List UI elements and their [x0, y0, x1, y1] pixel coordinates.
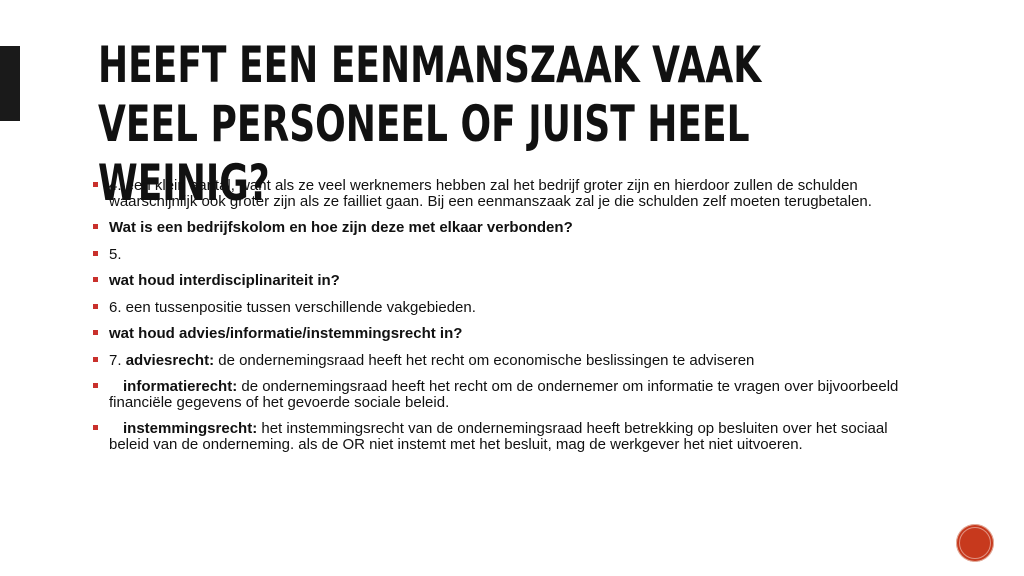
bullet-marker	[93, 182, 98, 187]
bullet-marker	[93, 304, 98, 309]
bullet-list	[109, 178, 919, 452]
bullet-item	[109, 379, 919, 410]
bullet-marker	[93, 383, 98, 388]
bullet-text: de ondernemingsraad heeft het recht om economische beslissingen te adviseren	[214, 351, 755, 369]
bullet-item	[109, 300, 919, 316]
bullet-item	[109, 326, 919, 342]
slide-title: HEEFT EEN EENMANSZAAK VAAK VEEL PERSONEEL OF JUIST HEEL WEINIG?	[98, 36, 762, 212]
bullet-question: wat houd interdisciplinariteit in?	[109, 272, 340, 289]
bullet-prefix: 7.	[109, 351, 126, 369]
bullet-item	[109, 220, 919, 236]
bullet-marker	[93, 425, 98, 430]
bullet-text: de ondernemingsraad heeft het recht om de ondernemer om informatie te vragen over bijvoorbeeld financiële gegevens of het gevoerde sociale beleid.	[109, 378, 899, 411]
bullet-item	[109, 178, 919, 209]
bullet-marker	[93, 357, 98, 362]
bullet-term: instemmingsrecht:	[123, 420, 258, 437]
title-accent-bar	[0, 46, 20, 121]
bullet-text: 6. een tussenpositie tussen verschillende vakgebieden.	[109, 298, 476, 316]
bullet-question: Wat is een bedrijfskolom en hoe zijn deze met elkaar verbonden?	[109, 219, 573, 236]
bullet-term: adviesrecht:	[125, 351, 215, 369]
bullet-marker	[93, 277, 98, 282]
slide-nav-button[interactable]	[956, 524, 994, 562]
bullet-marker	[93, 251, 98, 256]
bullet-question: wat houd advies/informatie/instemmingsrecht in?	[109, 325, 463, 342]
bullet-item	[109, 421, 919, 452]
bullet-term: informatierecht:	[123, 378, 238, 395]
slide-content	[109, 178, 919, 463]
bullet-marker	[93, 224, 98, 229]
bullet-item	[109, 273, 919, 289]
bullet-text: 5.	[109, 245, 122, 263]
bullet-item	[109, 353, 919, 369]
bullet-marker	[93, 330, 98, 335]
bullet-text: 4. een klein aantal, want als ze veel werknemers hebben zal het bedrijf groter zijn en hierdoor zullen de schulden waarschijnlijk ook groter zijn als ze failliet gaan. Bij een eenmanszaak zal je die schulden zelf moeten terugbetalen.	[109, 177, 872, 210]
bullet-item	[109, 247, 919, 263]
bullet-text: het instemmingsrecht van de ondernemingsraad heeft betrekking op besluiten over het sociaal beleid van de onderneming. als de OR niet instemt met het besluit, mag de werkgever het niet uitvoeren.	[109, 420, 888, 453]
